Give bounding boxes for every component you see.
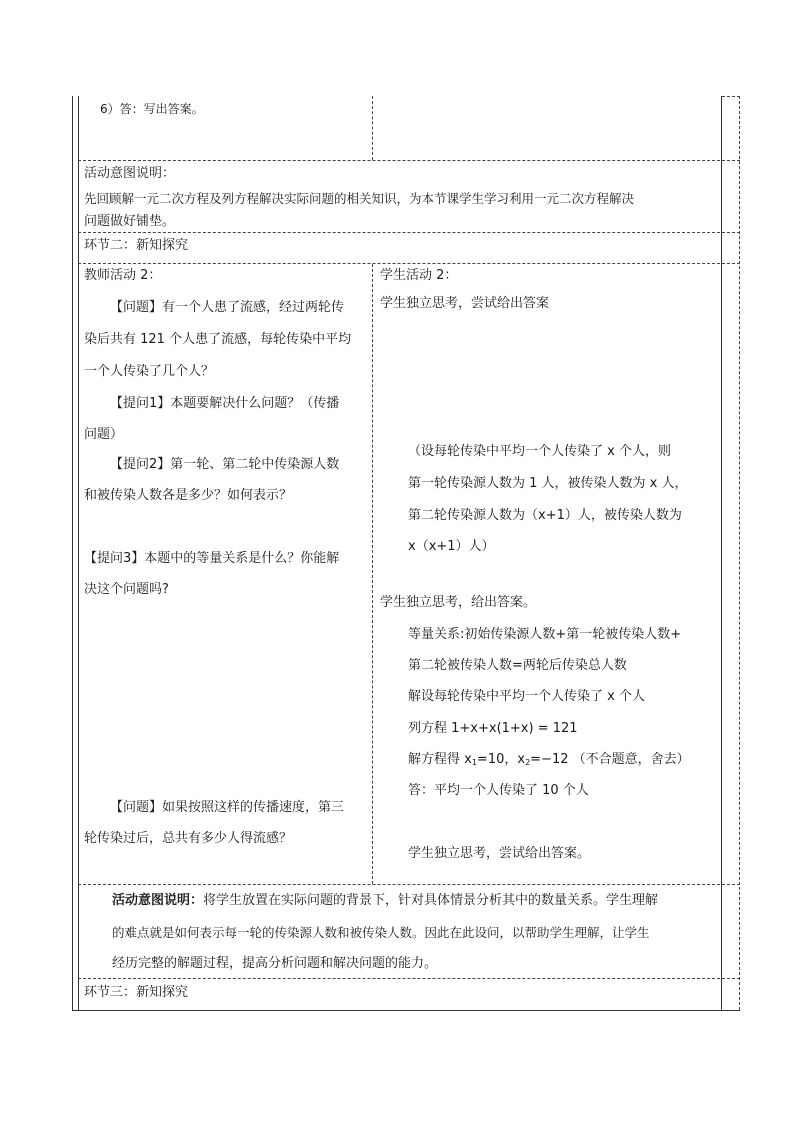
column-divider-top (372, 96, 373, 160)
section-2-title: 环节二：新知探究 (84, 238, 189, 253)
outer-right-dashed-border (739, 96, 740, 1010)
answer-line: 答：平均一个人传染了 10 个人 (408, 783, 589, 798)
teacher-question-1-line-1: 【问题】有一个人患了流感，经过两轮传 (110, 300, 345, 315)
equation-line: 列方程 1+x+x(1+x) = 121 (408, 721, 578, 736)
solution-subscript-1: 1 (471, 758, 477, 767)
row-separator-5 (78, 978, 740, 979)
student-step-1: 学生独立思考，尝试给出答案 (380, 296, 550, 311)
teacher-question-1-line-3: 一个人传染了几个人？ (84, 364, 215, 379)
table-bottom-border (72, 1010, 740, 1011)
student-answer-1-line-2: 第一轮传染源人数为 1 人，被传染人数为 x 人， (408, 476, 688, 491)
teacher-prompt-1-line-1: 【提问1】本题要解决什么问题？（传播 (110, 396, 340, 411)
intent-1-line-1: 先回顾解一元二次方程及列方程解决实际问题的相关知识，为本节课学生学习利用一元二次方程解决 (84, 191, 635, 206)
teacher-activity-title: 教师活动 2： (84, 268, 162, 283)
intent-2-line-3: 经历完整的解题过程，提高分析问题和解决问题的能力。 (112, 956, 438, 971)
teacher-prompt-2-line-1: 【提问2】第一轮、第二轮中传染源人数 (110, 457, 340, 472)
teacher-question-1-line-2: 染后共有 121 个人患了流感，每轮传染中平均 (84, 332, 352, 347)
table-left-border (72, 96, 73, 1010)
teacher-prompt-2-line-2: 和被传染人数各是多少？如何表示？ (84, 488, 293, 503)
step-6-answer-text: 6）答：写出答案。 (100, 102, 204, 116)
solution-mid: =10，x (476, 752, 526, 767)
equal-relation-line-2: 第二轮被传染人数=两轮后传染总人数 (408, 658, 627, 673)
row-separator-3 (78, 263, 740, 264)
intent-1-line-2: 问题做好铺垫。 (84, 214, 176, 229)
solution-prefix: 解方程得 x (408, 752, 472, 767)
intent-2-line-1-rest: 将学生放置在实际问题的背景下，针对具体情景分析其中的数量关系。学生理解 (203, 893, 659, 908)
solution-line (408, 752, 690, 771)
solution-suffix: =−12 （不合题意，舍去） (530, 752, 690, 767)
student-step-3: 学生独立思考，尝试给出答案。 (408, 846, 591, 861)
teacher-prompt-1-line-2: 问题） (84, 427, 124, 442)
table-right-border (721, 96, 722, 1010)
student-answer-1-line-1: （设每轮传染中平均一个人传染了 x 个人，则 (408, 444, 671, 459)
student-answer-1-line-4: x（x+1）人） (408, 539, 495, 554)
student-answer-1-line-3: 第二轮传染源人数为（x+1）人，被传染人数为 (408, 508, 682, 523)
teacher-question-2-line-1: 【问题】如果按照这样的传播速度，第三 (110, 800, 345, 815)
solution-subscript-2: 2 (525, 758, 531, 767)
solution-setup-line: 解设每轮传染中平均一个人传染了 x 个人 (408, 689, 645, 704)
row-separator-4 (78, 884, 740, 885)
equal-relation-line-1: 等量关系:初始传染源人数+第一轮被传染人数+ (408, 627, 682, 642)
intent-2-line-1 (112, 893, 658, 909)
intent-2-title: 活动意图说明： (112, 893, 204, 908)
intent-2-line-2: 的难点就是如何表示每一轮的传染源人数和被传染人数。因此在此设问，以帮助学生理解，让学生 (112, 925, 650, 940)
section-3-title: 环节三：新知探究 (84, 985, 189, 1000)
table-top-edge (722, 96, 740, 97)
row-separator-1 (78, 160, 740, 161)
intent-1-title: 活动意图说明： (84, 166, 176, 181)
student-step-2: 学生独立思考，给出答案。 (380, 595, 537, 610)
teacher-prompt-3-line-1: 【提问3】本题中的等量关系是什么？你能解 (84, 551, 340, 566)
column-divider-middle (372, 264, 373, 884)
row-separator-2 (78, 232, 740, 233)
teacher-prompt-3-line-2: 决这个问题吗? (84, 582, 169, 597)
table-inner-left-border (78, 96, 79, 1010)
student-activity-title: 学生活动 2： (380, 268, 458, 283)
teacher-question-2-line-2: 轮传染过后，总共有多少人得流感？ (84, 831, 293, 846)
